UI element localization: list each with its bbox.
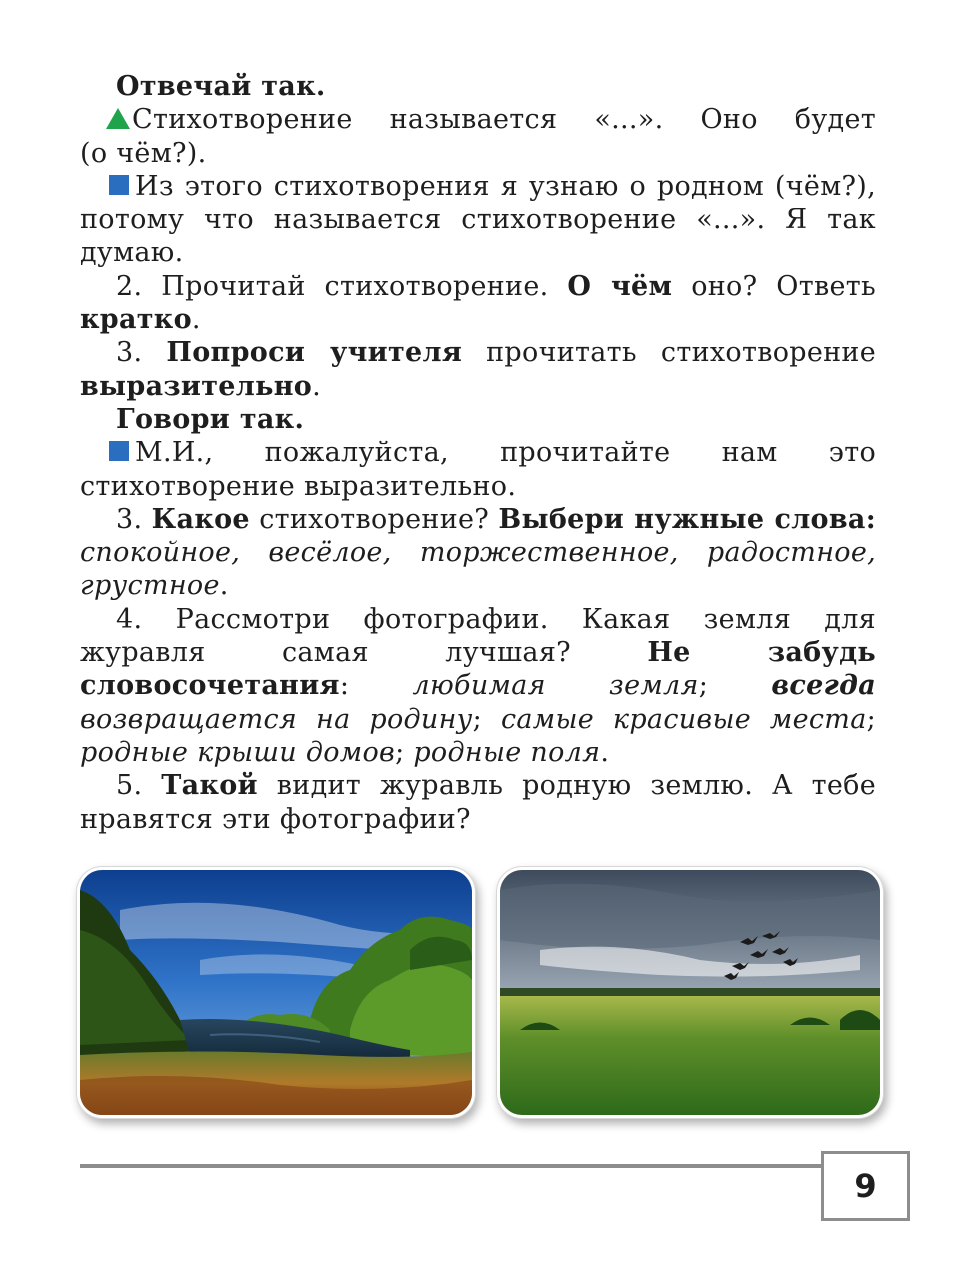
blue-square-icon <box>109 441 129 461</box>
green-triangle-icon <box>106 108 130 129</box>
page-text <box>80 70 876 836</box>
say-heading: Говори так. <box>116 403 305 435</box>
footer-rule <box>80 1164 821 1168</box>
task-3-choose-words: 3. Какое стихотворение? Выбери нужные слова: спокойное, весёлое, торжественное, радостное, грустное. <box>80 503 876 602</box>
river-landscape-photo <box>80 870 472 1115</box>
triangle-answer-line-2: (о чём?). <box>80 137 207 169</box>
task-2: 2. Прочитай стихотворение. О чём оно? Ответь кратко. <box>80 270 876 336</box>
field-with-cranes-photo <box>500 870 880 1115</box>
task-5: 5. Такой видит журавль родную землю. А тебе нравятся эти фотографии? <box>80 770 876 835</box>
blue-square-icon <box>109 175 129 195</box>
triangle-answer-line: Стихотворение называется «...». Оно будет <box>80 103 876 136</box>
page-number: 9 <box>821 1151 910 1221</box>
answer-heading: Отвечай так. <box>116 71 326 102</box>
task-3-teacher: 3. Попроси учителя прочитать стихотворение выразительно. <box>80 337 876 402</box>
task-4: 4. Рассмотри фотографии. Какая земля для журавля самая лучшая? Не забудь словосочетания: любимая земля; всегда возвращается на родину; самые красивые места; родные крыши домов; родные поля. <box>80 603 877 768</box>
square-answer-1: Из этого стихотворения я узнаю о родном (чём?), потому что называется стихотворение «...». Я так думаю. <box>80 170 876 269</box>
square-answer-2: М.И., пожалуйста, прочитайте нам это стихотворение выразительно. <box>80 437 876 502</box>
